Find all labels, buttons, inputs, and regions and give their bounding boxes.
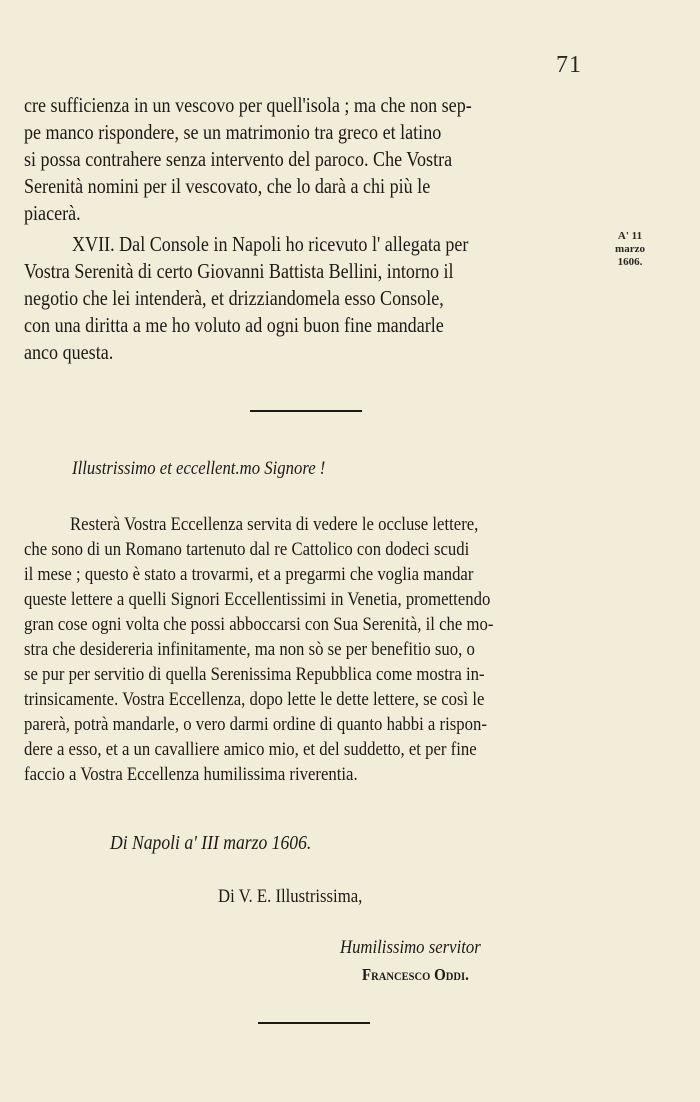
text-line: negotio che lei intenderà, et drizziandomela esso Console, [24,286,444,310]
letter-line: parerà, potrà mandarle, o vero darmi ordine di quanto habbi a rispon- [24,714,487,735]
page-number: 71 [556,52,582,78]
text-line: si possa contrahere senza intervento del paroco. Che Vostra [24,147,453,171]
letter-line: faccio a Vostra Eccellenza humilissima riverentia. [24,764,358,785]
end-rule [258,1022,370,1024]
text-line: Vostra Serenità di certo Giovanni Battista Bellini, intorno il [24,259,454,283]
letter-line: il mese ; questo è stato a trovarmi, et a pregarmi che voglia mandar [24,564,474,585]
letter-salutation: Illustrissimo et eccellent.mo Signore ! [72,458,326,479]
margin-note-month: marzo [615,243,645,255]
text-line: pe manco rispondere, se un matrimonio tra greco et latino [24,120,442,144]
letter-signature: Francesco Oddi. [362,965,469,984]
letter-line: queste lettere a quelli Signori Eccellentissimi in Venetia, promettendo [24,589,491,610]
margin-date-note [604,230,656,269]
text-line: piacerà. [24,201,81,225]
letter-line: se pur per servitio di quella Serenissima Repubblica come mostra in- [24,664,485,685]
text-line: XVII. Dal Console in Napoli ho ricevuto l' allegata per [72,232,469,256]
section-rule [250,410,362,412]
letter-line: stra che desidereria infinitamente, ma non sò se per benefitio suo, o [24,639,475,660]
text-line: cre sufficienza in un vescovo per quell'isola ; ma che non sep- [24,93,472,117]
letter-line: dere a esso, et a un cavalliere amico mio, et del suddetto, et per fine [24,739,477,760]
letter-line: gran cose ogni volta che possi abboccarsi con Sua Serenità, il che mo- [24,614,494,635]
margin-note-day: A' 11 [617,230,643,242]
margin-note-year: 1606. [617,256,643,268]
text-line: Serenità nomini per il vescovato, che lo darà a chi più le [24,174,431,198]
letter-dateline: Di Napoli a' III marzo 1606. [110,832,312,854]
letter-line: trinsicamente. Vostra Eccellenza, dopo lette le dette lettere, se così le [24,689,485,710]
letter-signoff: Humilissimo servitor [340,937,481,958]
text-line: anco questa. [24,340,114,364]
text-line: con una diritta a me ho voluto ad ogni buon fine mandarle [24,313,444,337]
letter-closing: Di V. E. Illustrissima, [218,886,363,907]
letter-line: che sono di un Romano tartenuto dal re Cattolico con dodeci scudi [24,539,470,560]
letter-line: Resterà Vostra Eccellenza servita di vedere le occluse lettere, [70,514,479,535]
